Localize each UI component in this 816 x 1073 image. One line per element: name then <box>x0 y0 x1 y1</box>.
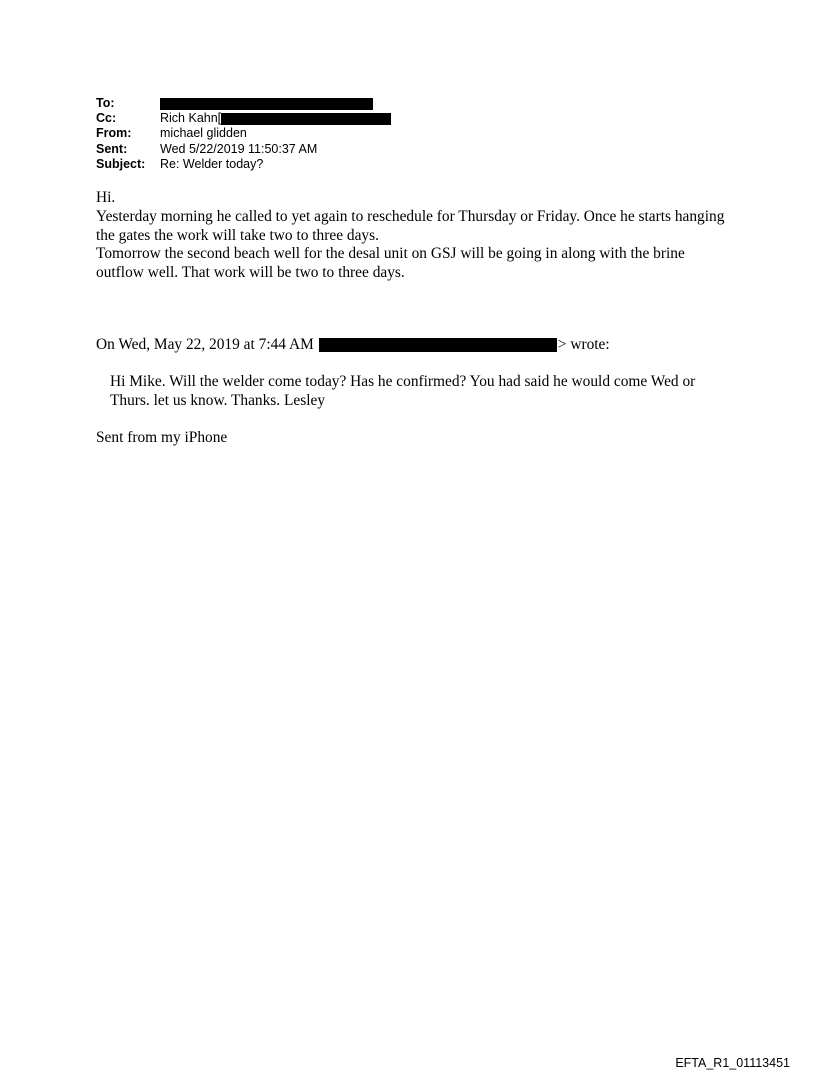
from-label: From: <box>96 126 132 141</box>
quote-attribution <box>96 336 610 355</box>
cc-label: Cc: <box>96 111 117 126</box>
document-id: EFTA_R1_01113451 <box>675 1056 790 1070</box>
subject-label: Subject: <box>96 156 146 171</box>
subject-value: Re: Welder today? <box>160 156 264 171</box>
quote-intro: On Wed, May 22, 2019 at 7:44 AM <box>96 336 314 353</box>
cc-row <box>96 111 391 126</box>
cc-value: Rich Kahn[ <box>160 111 222 126</box>
body-paragraph-2: Tomorrow the second beach well for the desal unit on GSJ will be going in along with the brine outflow well. That work will be two to three days. <box>96 245 685 282</box>
body-greeting: Hi. <box>96 189 116 206</box>
to-label: To: <box>96 96 115 110</box>
sent-value: Wed 5/22/2019 11:50:37 AM <box>160 141 318 156</box>
to-row <box>96 96 391 111</box>
cc-redaction <box>221 113 391 125</box>
body-paragraph-1: Yesterday morning he called to yet again to reschedule for Thursday or Friday. Once he starts hanging the gates the work will take two to three days. <box>96 207 725 244</box>
subject-row <box>96 157 391 172</box>
sent-row <box>96 142 391 157</box>
sent-label: Sent: <box>96 141 128 156</box>
cc-value-wrap <box>160 111 391 126</box>
quote-sender-redaction <box>319 338 557 352</box>
from-row <box>96 126 391 141</box>
email-body <box>96 189 736 283</box>
from-value: michael glidden <box>160 126 247 141</box>
to-value <box>160 98 373 110</box>
quoted-message: Hi Mike. Will the welder come today? Has he confirmed? You had said he would come Wed or Thurs. let us know. Thanks. Lesley <box>110 373 696 409</box>
to-redaction <box>160 98 373 110</box>
email-header <box>96 96 391 172</box>
quote-wrote: > wrote: <box>557 336 610 353</box>
signature: Sent from my iPhone <box>96 429 228 446</box>
